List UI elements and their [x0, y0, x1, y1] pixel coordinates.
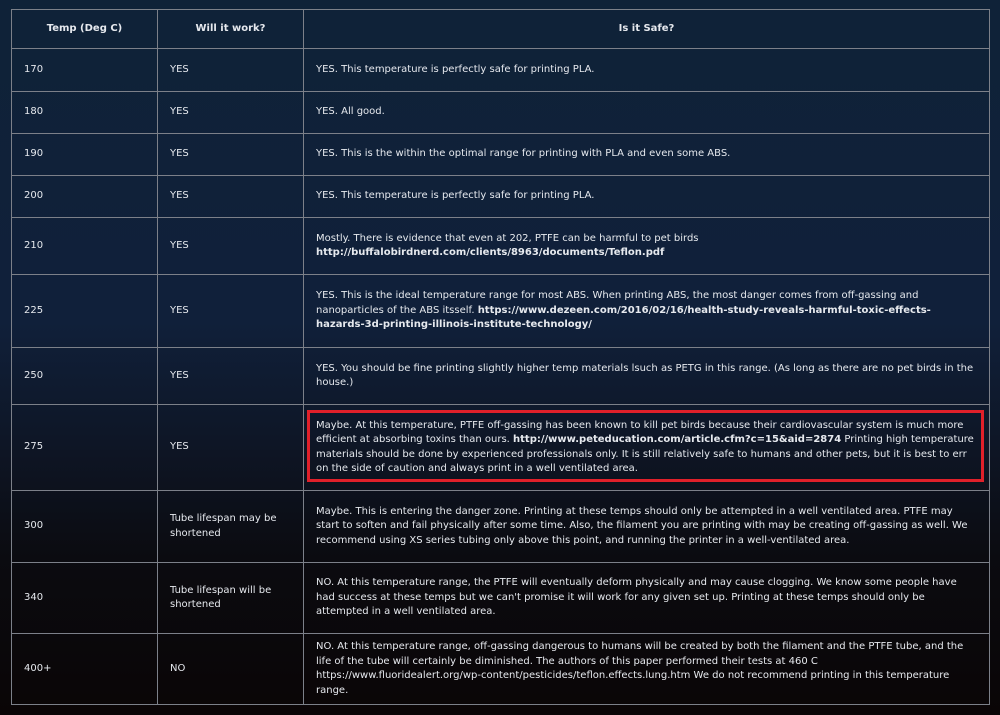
will-it-work-cell: YES — [158, 49, 304, 92]
temp-cell: 340 — [12, 563, 158, 634]
temperature-safety-table — [11, 9, 990, 705]
header-will-it-work: Will it work? — [158, 10, 304, 49]
will-it-work-cell: YES — [158, 134, 304, 176]
is-it-safe-cell — [304, 348, 990, 405]
table-row — [12, 634, 990, 705]
safety-text: YES. This is the ideal temperature range for most ABS. When printing ABS, the most danger comes from off-gassing and nanoparticles of the ABS itsself. — [316, 290, 919, 316]
safety-text: NO. At this temperature range, the PTFE will eventually deform physically and may cause clogging. We know some people have had success at these temps but we can't promise it will work for any given set up. Printing at these temps should only be attempted in a well ventilated area. — [316, 577, 957, 618]
temp-cell: 400+ — [12, 634, 158, 705]
will-it-work-cell: NO — [158, 634, 304, 705]
temp-cell: 210 — [12, 218, 158, 275]
is-it-safe-cell — [304, 218, 990, 275]
table-row — [12, 134, 990, 176]
will-it-work-cell: Tube lifespan will be shortened — [158, 563, 304, 634]
is-it-safe-cell — [304, 563, 990, 634]
will-it-work-cell: YES — [158, 348, 304, 405]
temp-cell: 180 — [12, 92, 158, 134]
temp-cell: 190 — [12, 134, 158, 176]
table-row — [12, 176, 990, 218]
reference-link[interactable]: https://www.dezeen.com/2016/02/16/health-study-reveals-harmful-toxic-effects-hazards-3d-printing-illinois-institute-technology/ — [316, 304, 931, 331]
reference-link[interactable]: http://buffalobirdnerd.com/clients/8963/documents/Teflon.pdf — [316, 247, 665, 258]
safety-text: Printing high temperature materials should be done by experienced professionals only. It is still relatively safe to humans and other pets, but it is best to err on the side of caution and always print in a well ventilated area. — [316, 434, 974, 474]
is-it-safe-cell — [304, 405, 990, 491]
safety-text: YES. This is the within the optimal range for printing with PLA and even some ABS. — [316, 148, 731, 160]
safety-text: YES. You should be fine printing slightly higher temp materials lsuch as PETG in this range. (As long as there are no pet birds in the house.) — [316, 362, 974, 388]
is-it-safe-cell — [304, 134, 990, 176]
will-it-work-cell: YES — [158, 176, 304, 218]
temp-cell: 275 — [12, 405, 158, 491]
table-row — [12, 218, 990, 275]
is-it-safe-cell — [304, 92, 990, 134]
safety-text: Maybe. At this temperature, PTFE off-gassing has been known to kill pet birds because their cardiovascular system is much more efficient at absorbing toxins than ours. — [316, 419, 964, 445]
table-row — [12, 563, 990, 634]
temp-cell: 200 — [12, 176, 158, 218]
will-it-work-cell: Tube lifespan may be shortened — [158, 491, 304, 563]
table-row — [12, 491, 990, 563]
table-header-row — [12, 10, 990, 49]
is-it-safe-cell — [304, 634, 990, 705]
will-it-work-cell: YES — [158, 92, 304, 134]
table-row — [12, 405, 990, 491]
safety-text: Maybe. This is entering the danger zone. Printing at these temps should only be attempted in a well ventilated area. PTFE may start to soften and fail physically after some time. Also, the filament you are printing with may be creating off-gassing as well. We recommend using XS series tubing only above this point, and running the printer in a well-ventilated area. — [316, 505, 968, 546]
header-temp: Temp (Deg C) — [12, 10, 158, 49]
table-row — [12, 275, 990, 348]
safety-text: Mostly. There is evidence that even at 202, PTFE can be harmful to pet birds — [316, 232, 699, 244]
safety-text: NO. At this temperature range, off-gassing dangerous to humans will be created by both the filament and the PTFE tube, and the life of the tube will certainly be diminished. The authors of this paper performed their tests at 460 C https://www.fluoridealert.org/wp-content/pesticides/teflon.effects.lung.htm We do not recommend printing in this temperature range. — [316, 641, 964, 696]
safety-text: YES. All good. — [316, 106, 385, 118]
is-it-safe-cell — [304, 491, 990, 563]
safety-text: YES. This temperature is perfectly safe for printing PLA. — [316, 63, 595, 75]
is-it-safe-cell — [304, 176, 990, 218]
will-it-work-cell: YES — [158, 275, 304, 348]
table-row — [12, 49, 990, 92]
is-it-safe-cell — [304, 49, 990, 92]
will-it-work-cell: YES — [158, 405, 304, 491]
temp-cell: 250 — [12, 348, 158, 405]
temp-cell: 170 — [12, 49, 158, 92]
header-is-it-safe: Is it Safe? — [304, 10, 990, 49]
temp-cell: 300 — [12, 491, 158, 563]
table-row — [12, 92, 990, 134]
table-row — [12, 348, 990, 405]
safety-text: YES. This temperature is perfectly safe for printing PLA. — [316, 190, 595, 202]
temp-cell: 225 — [12, 275, 158, 348]
is-it-safe-cell — [304, 275, 990, 348]
reference-link[interactable]: http://www.peteducation.com/article.cfm?c=15&aid=2874 — [513, 434, 842, 445]
will-it-work-cell: YES — [158, 218, 304, 275]
